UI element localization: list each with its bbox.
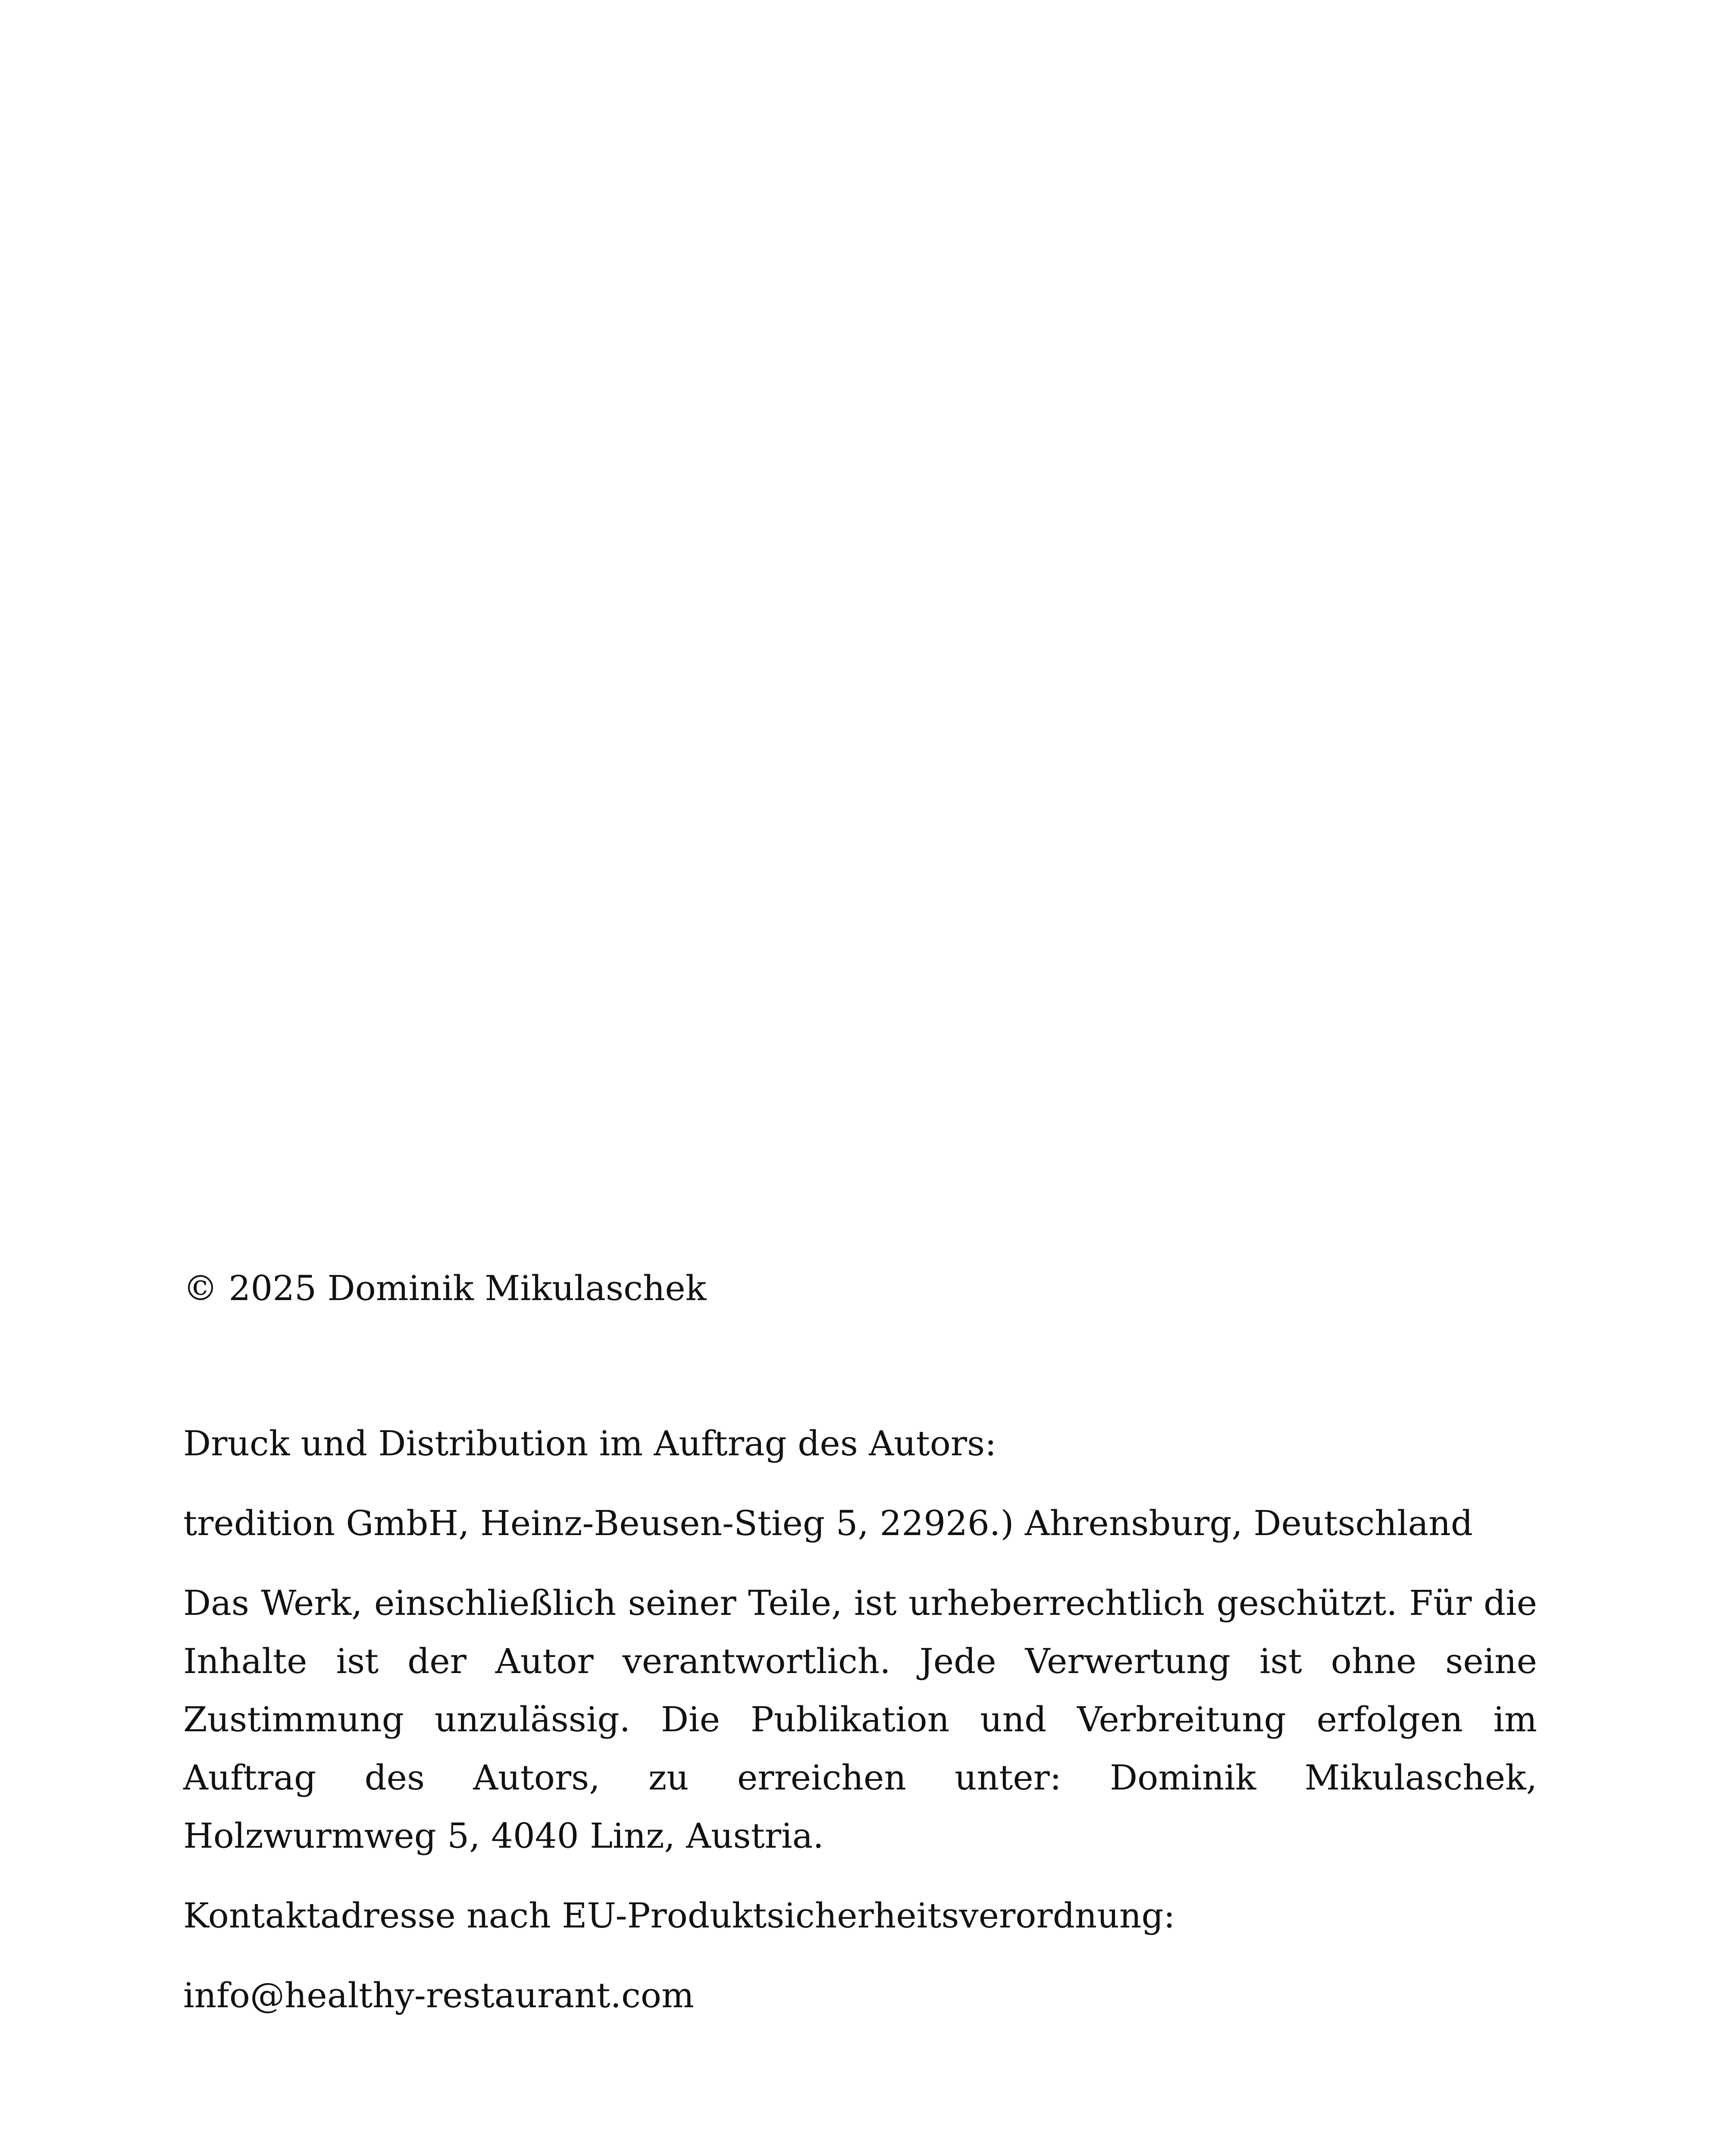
contact-email: info@healthy-restaurant.com	[183, 1975, 694, 2015]
contact-heading: Kontaktadresse nach EU-Produktsicherheitsverordnung:	[183, 1896, 1175, 1936]
print-distribution-heading: Druck und Distribution im Auftrag des Autors:	[183, 1423, 997, 1463]
copyright-notice: © 2025 Dominik Mikulaschek	[183, 1268, 707, 1308]
copyright-rights-notice: Das Werk, einschließlich seiner Teile, ist urheberrechtlich geschützt. Für die Inhalte ist der Autor verantwortlich. Jede Verwertung ist ohne seine Zustimmung unzulässig. Die Publikation und Verbreitung erfolgen im Auftrag des Autors, zu erreichen unter: Dominik Mikulaschek, Holzwurmweg 5, 4040 Linz, Austria.	[183, 1583, 1537, 1856]
publisher-address: tredition GmbH, Heinz-Beusen-Stieg 5, 22926.) Ahrensburg, Deutschland	[183, 1503, 1473, 1543]
imprint-block	[183, 1259, 1537, 2024]
